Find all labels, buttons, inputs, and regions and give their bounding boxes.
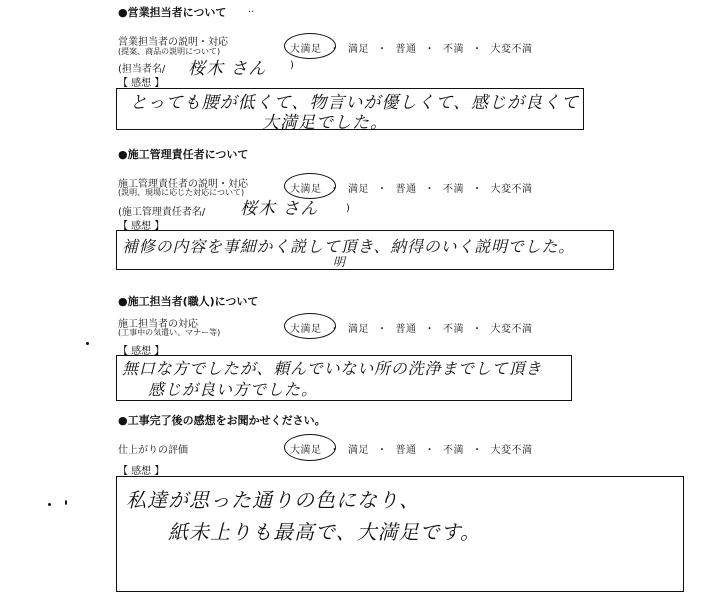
scan-speck <box>86 342 89 345</box>
completion-comment-label: 【 感想 】 <box>118 466 165 477</box>
craftsman-comment-line-1: 無口な方でしたが、頼んでいない所の洗浄までして頂き <box>122 359 543 378</box>
completion-comment-line-1: 私達が思った通りの色になり、 <box>126 488 420 512</box>
section-heading-completion: ●工事完了後の感想をお聞かせください。 <box>118 414 326 427</box>
scan-speck <box>48 503 51 506</box>
manager-comment-line-1: 補修の内容を事細かく説して頂き、納得のいく説明でした。 <box>122 237 575 256</box>
rating-scale-manager: 大満足 ・ 満足 ・ 普通 ・ 不満 ・ 大変不満 <box>290 184 533 195</box>
sales-person-close: ) <box>290 60 294 71</box>
sales-comment-line-2: 大満足でした。 <box>262 113 388 133</box>
craftsman-comment-label: 【 感想 】 <box>118 346 165 357</box>
manager-person-close: ) <box>346 203 350 214</box>
manager-comment-label: 【 感想 】 <box>118 221 165 232</box>
section-heading-sales: ●営業担当者について <box>118 6 227 19</box>
craftsman-sublabel: (工事中の気遣い、マナー等) <box>118 328 221 337</box>
rating-scale-craftsman: 大満足 ・ 満足 ・ 普通 ・ 不満 ・ 大変不満 <box>290 324 533 335</box>
completion-label: 仕上がりの評価 <box>118 445 188 456</box>
manager-person-label: (施工管理責任者名/ <box>118 207 206 218</box>
scan-speck <box>65 500 67 505</box>
sales-person-name: 桜木 さん <box>188 59 267 79</box>
stray-mark: .. <box>248 4 255 15</box>
rating-scale-completion: 大満足 ・ 満足 ・ 普通 ・ 不満 ・ 大変不満 <box>290 445 533 456</box>
section-heading-craftsman: ●施工担当者(職人)について <box>118 295 259 308</box>
sales-person-label: (担当者名/ <box>118 64 166 75</box>
selected-circle-completion <box>284 434 336 461</box>
sales-comment-label: 【 感想 】 <box>118 78 165 89</box>
craftsman-label: 施工担当者の対応 <box>118 319 198 330</box>
section-heading-manager: ●施工管理責任者について <box>118 148 249 161</box>
sales-comment-line-1: とっても腰が低くて、物言いが優しくて、感じが良くて <box>130 93 579 113</box>
craftsman-comment-line-2: 感じが良い方でした。 <box>148 380 319 399</box>
manager-comment-line-2: 明 <box>333 255 347 269</box>
manager-person-name: 桜木 さん <box>240 199 319 219</box>
sales-label: 営業担当者の説明・対応 <box>118 37 228 48</box>
selected-circle-sales <box>284 33 336 59</box>
rating-scale-sales: 大満足 ・ 満足 ・ 普通 ・ 不満 ・ 大変不満 <box>290 44 533 55</box>
sales-sublabel: (提案、商品の説明について) <box>118 47 221 56</box>
manager-sublabel: (説明、現場に応じた対応について) <box>118 188 245 197</box>
selected-circle-craftsman <box>284 313 336 339</box>
completion-comment-line-2: 紙未上りも最高で、大満足です。 <box>168 520 481 544</box>
manager-label: 施工管理責任者の説明・対応 <box>118 179 248 190</box>
